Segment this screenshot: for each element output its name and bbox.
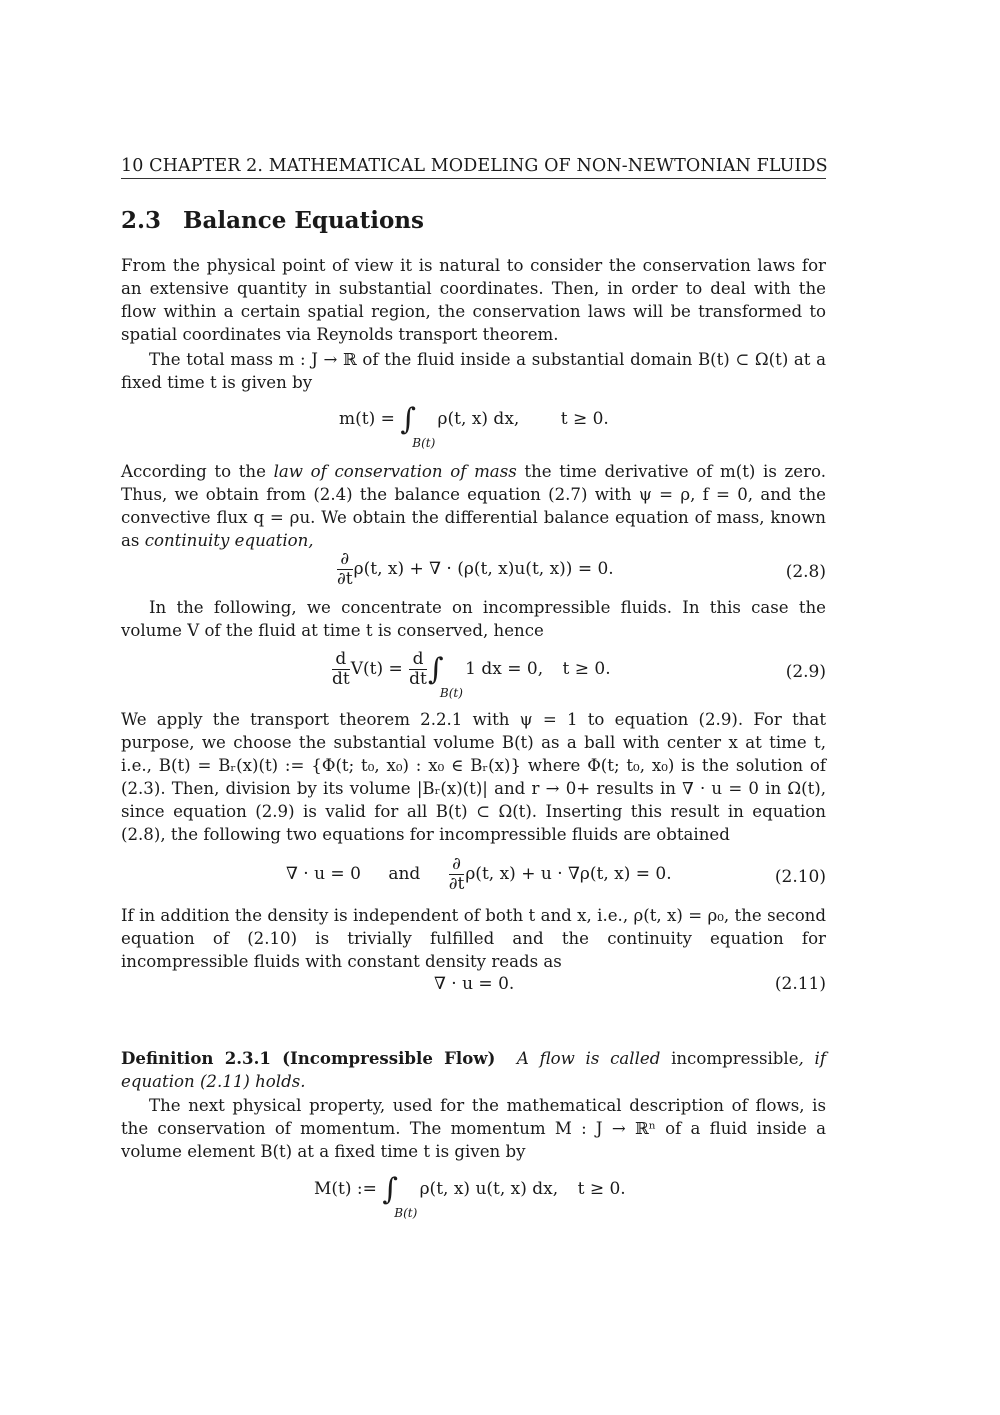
equation-mass — [121, 402, 826, 450]
paragraph-1: From the physical point of view it is natural to consider the conservation laws for an extensive quantity in substantial coordinates. Then, in order to deal with the flow within a certain spatial region, the conservation laws will be transformed to spatial coordinates via Reynolds transport theorem. — [121, 256, 826, 344]
definition-text-b: , if equation (2.11) holds. — [121, 1049, 826, 1091]
p3-text-b: the time derivative of m(t) is zero. Thus, we obtain from (2.4) the balance equation (2.7) with ψ = ρ, f = 0, and the convective flux q = ρu. We obtain the differential balance equation of mass, known as — [121, 462, 826, 550]
mass-lhs: m(t) = — [339, 409, 401, 429]
divergence-free: ∇ · u = 0 — [286, 864, 361, 884]
equation-tag: (2.10) — [774, 867, 826, 887]
definition-label: Definition 2.3.1 (Incompressible Flow) — [121, 1048, 496, 1068]
equation-2-10 — [121, 855, 826, 903]
eq211-body: ∇ · u = 0. — [434, 974, 515, 994]
section-number: 2.3 — [121, 207, 162, 234]
section-heading — [121, 207, 424, 234]
equation-2-9 — [121, 650, 826, 698]
running-header: 10 CHAPTER 2. MATHEMATICAL MODELING OF NON-NEWTONIAN FLUIDS — [121, 156, 826, 179]
paragraph-7: The next physical property, used for the mathematical description of flows, is the conservation of momentum. The momentum M : J → ℝⁿ of a fluid inside a volume element B(t) at a fixed time t is given by — [121, 1096, 826, 1161]
eq29-condition: t ≥ 0. — [562, 659, 611, 679]
eq29-mid: V(t) = — [350, 659, 409, 679]
integral-sign: ∫ B(t) — [427, 652, 463, 700]
d-dt-fraction: $\frac{d}{dt}$ — [409, 649, 427, 689]
definition-2-3-1 — [121, 1047, 826, 1094]
p3-text-a: According to the — [121, 462, 274, 481]
d-dt-fraction: $\frac{d}{dt}$ — [332, 649, 350, 689]
paragraph-4: In the following, we concentrate on incompressible fluids. In this case the volume V of the fluid at time t is conserved, hence — [121, 598, 826, 640]
mass-integrand: ρ(t, x) dx, — [437, 409, 520, 429]
momentum-integrand: ρ(t, x) u(t, x) dx, — [419, 1179, 559, 1199]
integral-domain: B(t) — [412, 436, 436, 450]
equation-tag: (2.8) — [785, 562, 826, 582]
integral-sign: ∫ B(t) — [382, 1172, 418, 1220]
equation-tag: (2.11) — [774, 974, 826, 994]
equation-2-11 — [121, 974, 826, 1000]
paragraph-2: The total mass m : J → ℝ of the fluid inside a substantial domain B(t) ⊂ Ω(t) at a fixed time t is given by — [121, 350, 826, 392]
p3-emphasis-continuity: continuity equation, — [144, 530, 314, 550]
mass-condition: t ≥ 0. — [560, 409, 609, 429]
eq28-body: ρ(t, x) + ∇ · (ρ(t, x)u(t, x)) = 0. — [353, 559, 614, 579]
section-title: Balance Equations — [183, 207, 424, 234]
definition-term: incompressible — [671, 1049, 799, 1068]
integral-domain: B(t) — [439, 686, 463, 700]
partial-t-fraction: $\frac{\partial}{\partial t}$ — [448, 854, 465, 894]
paragraph-3 — [121, 461, 826, 553]
eq210-body: ρ(t, x) + u · ∇ρ(t, x) = 0. — [465, 864, 672, 884]
definition-text-a: A flow is called — [516, 1049, 672, 1068]
momentum-condition: t ≥ 0. — [577, 1179, 626, 1199]
equation-momentum — [121, 1172, 826, 1220]
equation-tag: (2.9) — [785, 662, 826, 682]
integral-domain: B(t) — [394, 1206, 418, 1220]
eq29-rhs: 1 dx = 0, — [465, 659, 544, 679]
partial-t-fraction: $\frac{\partial}{\partial t}$ — [337, 549, 353, 589]
p3-emphasis-law: law of conservation of mass — [273, 462, 517, 481]
conjunction: and — [388, 864, 421, 884]
momentum-lhs: M(t) := — [314, 1179, 383, 1199]
paragraph-6: If in addition the density is independent of both t and x, i.e., ρ(t, x) = ρ₀, the second equation of (2.10) is trivially fulfilled and the continuity equation for incompressible fluids with constant density reads as — [121, 906, 826, 971]
integral-sign: ∫ B(t) — [400, 402, 436, 450]
equation-2-8 — [121, 550, 826, 598]
paragraph-5: We apply the transport theorem 2.2.1 with ψ = 1 to equation (2.9). For that purpose, we choose the substantial volume B(t) as a ball with center x at time t, i.e., B(t) = Bᵣ(x)(t) := {Φ(t; t₀, x₀) : x₀ ∈ Bᵣ(x)} where Φ(t; t₀, x₀) is the solution of (2.3). Then, division by its volume |Bᵣ(x)(t)| and r → 0+ results in ∇ · u = 0 in Ω(t), since equation (2.9) is valid for all B(t) ⊂ Ω(t). Inserting this result in equation (2.8), the following two equations for incompressible fluids are obtained — [121, 710, 826, 844]
